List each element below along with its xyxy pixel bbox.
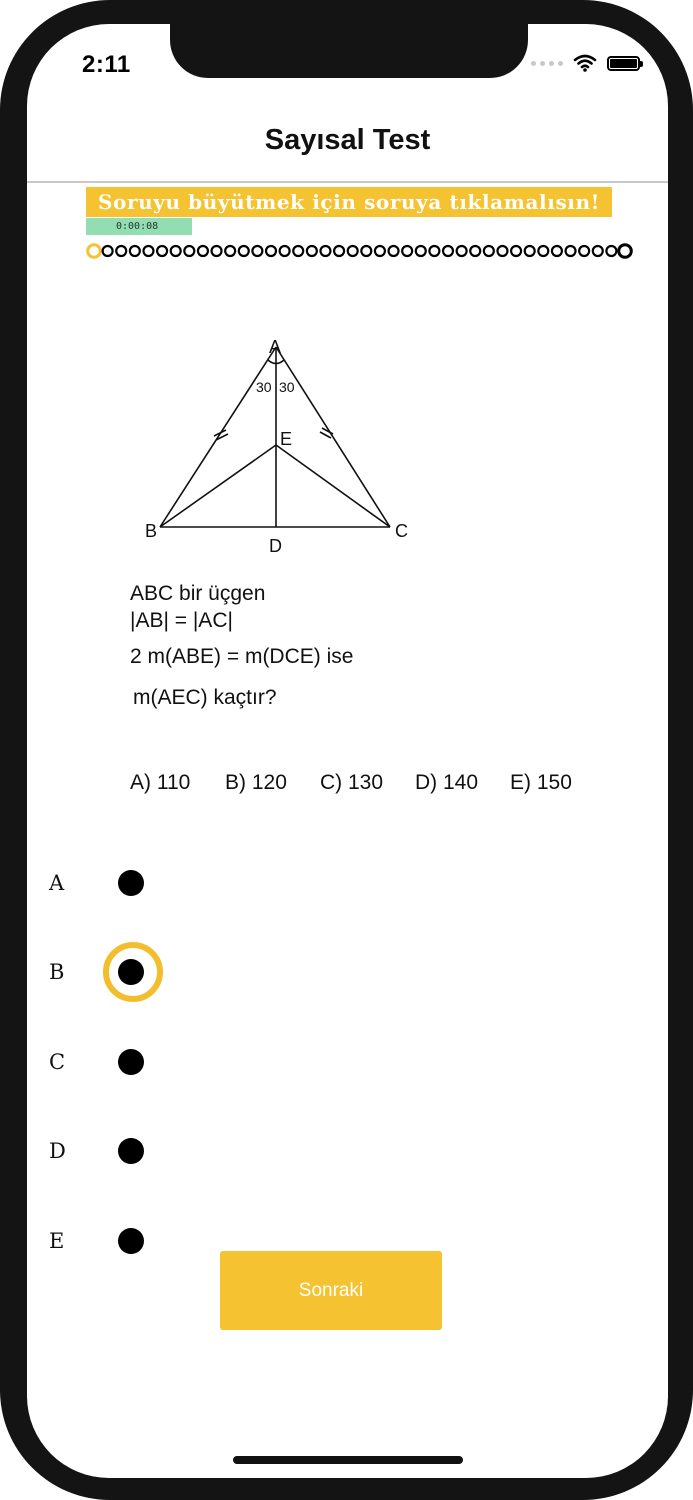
progress-step — [143, 246, 153, 256]
progress-step — [198, 246, 208, 256]
question-line-1: ABC bir üçgen — [130, 582, 266, 605]
answer-option-b[interactable] — [49, 947, 159, 997]
progress-step — [307, 246, 317, 256]
radio-button-selected[interactable] — [103, 942, 159, 1002]
status-time: 2:11 — [82, 51, 131, 78]
answer-label: E — [49, 1229, 65, 1253]
answer-option-a[interactable] — [49, 858, 159, 908]
progress-step — [280, 246, 290, 256]
progress-step — [116, 246, 126, 256]
question-line-3: 2 m(ABE) = m(DCE) ise — [130, 645, 354, 668]
selected-ring — [103, 942, 163, 1002]
progress-step — [320, 246, 330, 256]
progress-step — [266, 246, 276, 256]
progress-step-current — [88, 245, 101, 258]
progress-step — [429, 246, 439, 256]
wifi-icon — [573, 54, 597, 72]
segment-ce — [276, 445, 390, 527]
progress-step — [348, 246, 358, 256]
progress-step — [239, 246, 249, 256]
label-vertex-c: C — [395, 521, 408, 541]
progress-step — [606, 246, 616, 256]
progress-step — [443, 246, 453, 256]
progress-step — [552, 246, 562, 256]
battery-icon — [607, 56, 640, 71]
label-point-d: D — [269, 536, 282, 556]
progress-step — [497, 246, 507, 256]
cellular-signal-icon — [531, 61, 563, 66]
status-icons — [531, 54, 640, 72]
radio-button[interactable] — [103, 1211, 159, 1271]
answer-option-e[interactable] — [49, 1216, 159, 1266]
progress-step — [212, 246, 222, 256]
label-vertex-b: B — [145, 521, 158, 541]
progress-step — [252, 246, 262, 256]
progress-step — [184, 246, 194, 256]
screen — [27, 24, 668, 1478]
question-line-2: |AB| = |AC| — [130, 609, 233, 632]
label-vertex-a: A — [269, 337, 282, 357]
timer-badge: 0:00:08 — [86, 218, 192, 235]
label-point-e: E — [280, 429, 293, 449]
nav-divider — [27, 181, 668, 183]
progress-step — [593, 246, 603, 256]
progress-step — [402, 246, 412, 256]
progress-step — [511, 246, 521, 256]
question-line-4: m(AEC) kaçtır? — [133, 686, 277, 709]
question-option: A) 110 — [130, 771, 191, 794]
question-option: D) 140 — [415, 771, 479, 794]
progress-step — [130, 246, 140, 256]
radio-button[interactable] — [103, 1121, 159, 1181]
notch — [170, 24, 528, 78]
home-indicator[interactable] — [233, 1456, 463, 1464]
triangle-side-ac — [276, 347, 390, 527]
radio-button[interactable] — [103, 1032, 159, 1092]
progress-step — [538, 246, 548, 256]
triangle-side-ab — [160, 347, 276, 527]
next-button[interactable]: Sonraki — [220, 1251, 442, 1330]
answer-option-d[interactable] — [49, 1126, 159, 1176]
radio-button[interactable] — [103, 853, 159, 913]
label-angle-right: 30 — [279, 379, 295, 395]
progress-step — [416, 246, 426, 256]
question-option: E) 150 — [510, 771, 572, 794]
answer-option-c[interactable] — [49, 1037, 159, 1087]
progress-step — [157, 246, 167, 256]
label-angle-left: 30 — [256, 379, 272, 395]
progress-step — [171, 246, 181, 256]
question-option: C) 130 — [320, 771, 384, 794]
progress-step — [525, 246, 535, 256]
question-figure[interactable] — [130, 324, 430, 556]
progress-step — [334, 246, 344, 256]
progress-step — [484, 246, 494, 256]
progress-step — [389, 246, 399, 256]
question-options — [130, 771, 610, 795]
question-progress-track — [86, 242, 634, 260]
progress-step — [103, 246, 113, 256]
progress-step — [470, 246, 480, 256]
progress-step — [619, 245, 632, 258]
progress-step — [361, 246, 371, 256]
page-title: Sayısal Test — [264, 124, 431, 156]
progress-step — [566, 246, 576, 256]
segment-be — [160, 445, 276, 527]
answer-label: A — [49, 871, 65, 895]
progress-step — [579, 246, 589, 256]
progress-step — [375, 246, 385, 256]
hint-banner: Soruyu büyütmek için soruya tıklamalısın! — [86, 187, 612, 217]
question-option: B) 120 — [225, 771, 287, 794]
progress-step — [225, 246, 235, 256]
progress-step — [293, 246, 303, 256]
answer-label: C — [49, 1050, 66, 1074]
answer-label: D — [49, 1139, 66, 1163]
answer-label: B — [49, 960, 65, 984]
progress-step — [457, 246, 467, 256]
